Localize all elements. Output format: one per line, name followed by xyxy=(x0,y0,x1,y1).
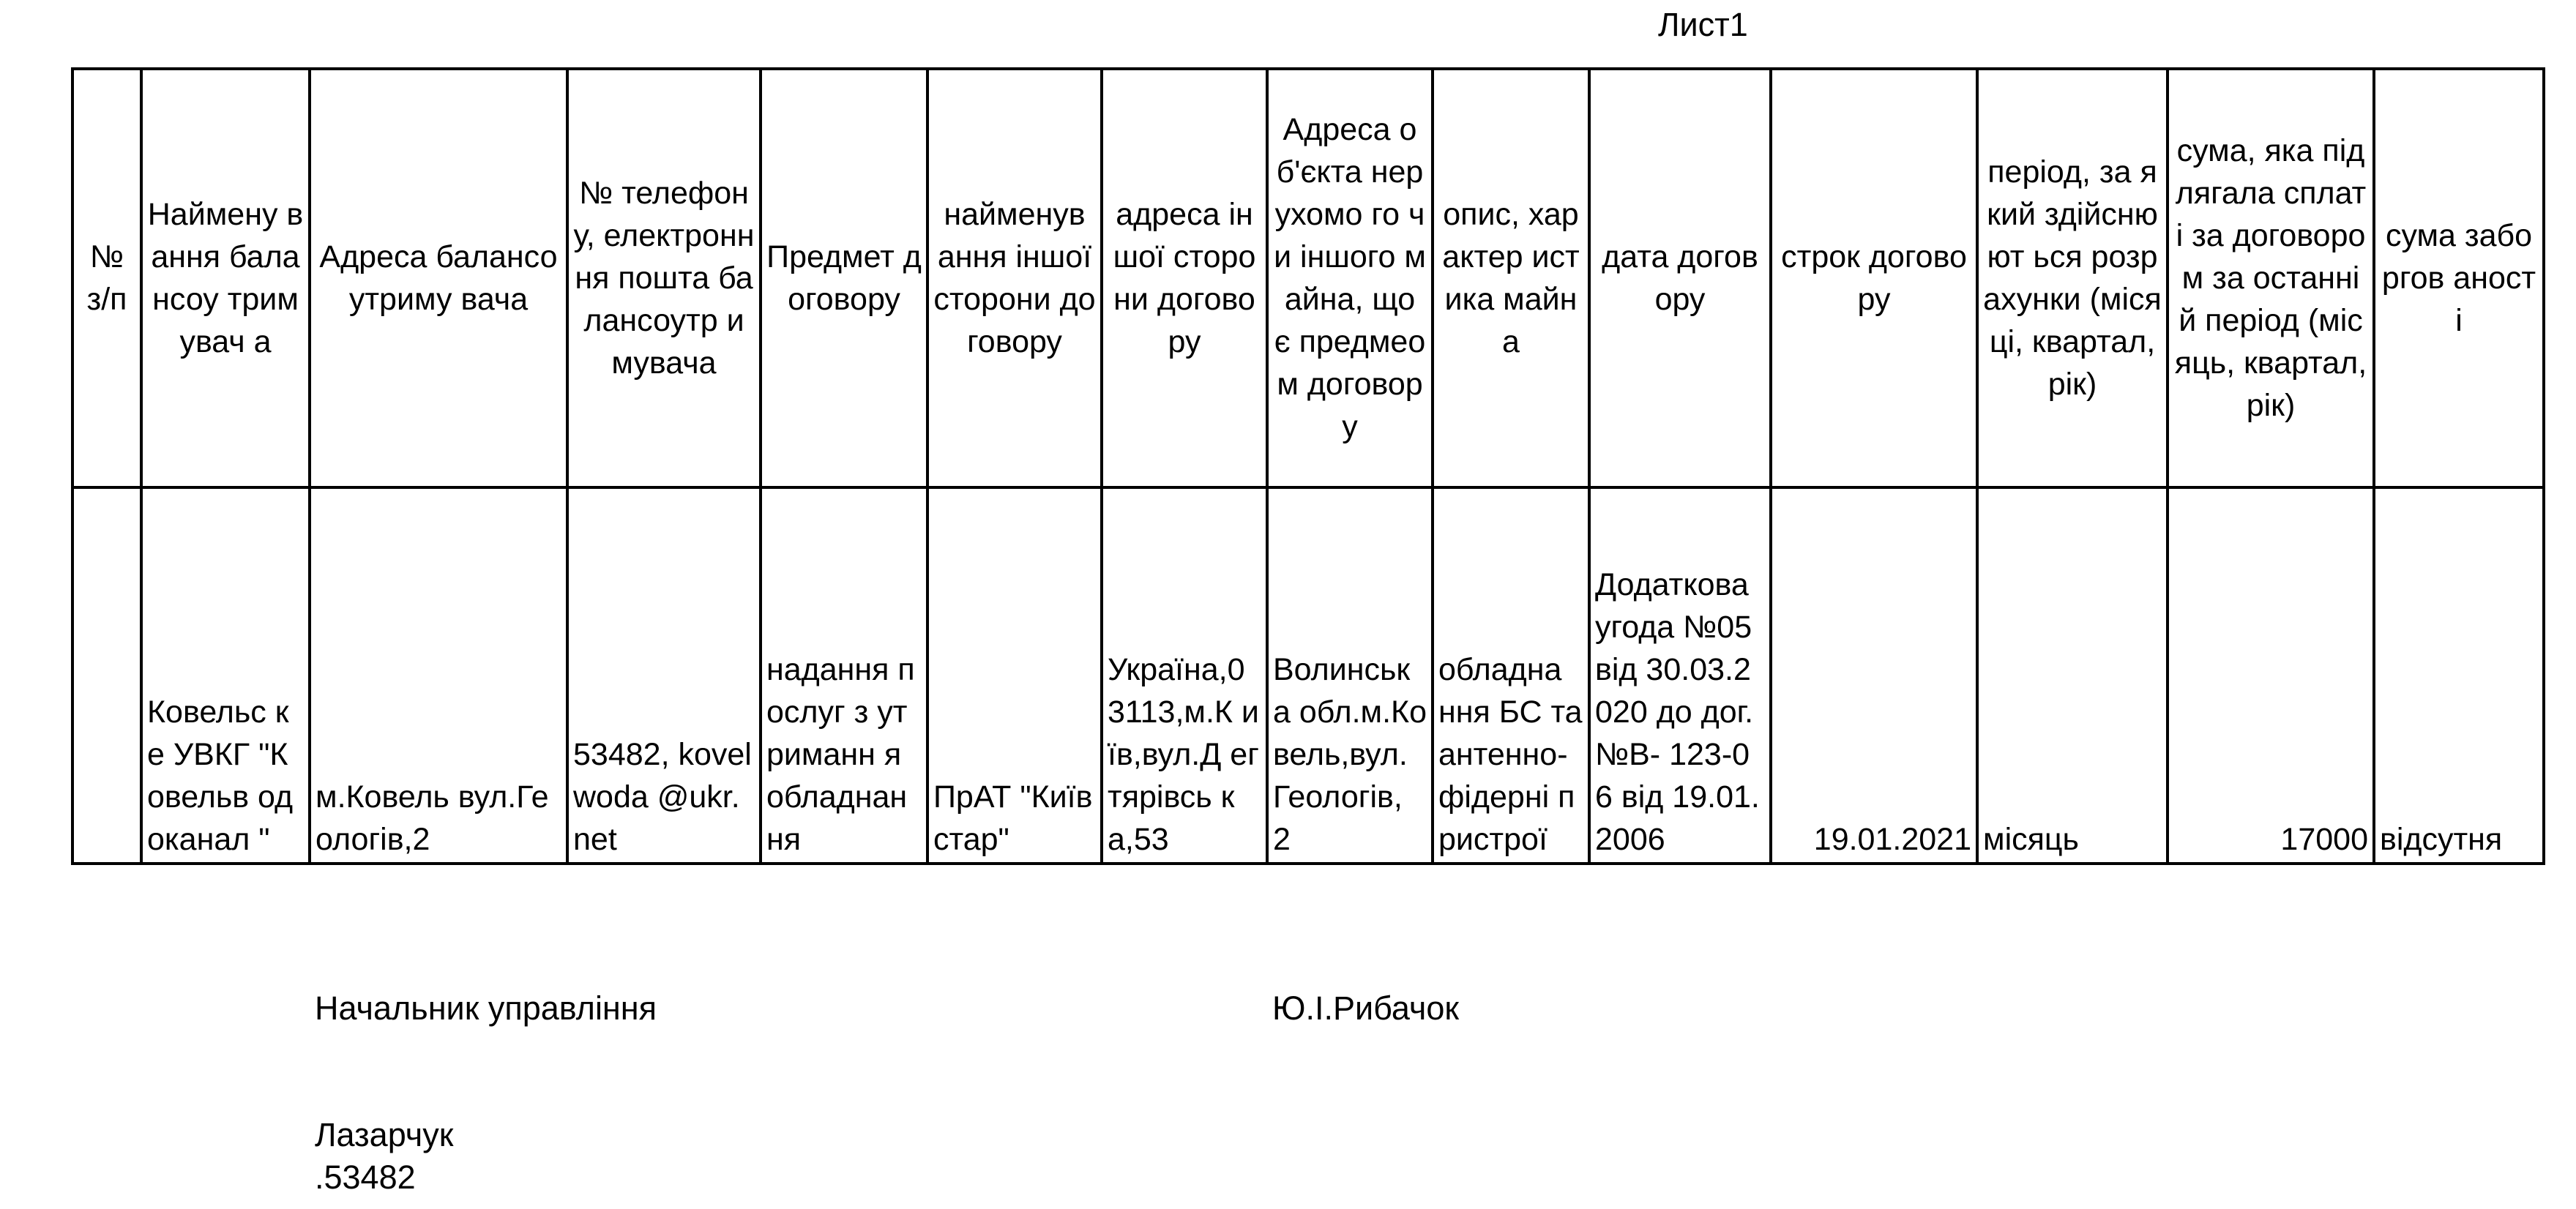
header-term: строк договору xyxy=(1771,69,1977,487)
header-party: найменув ання іншої сторони договору xyxy=(927,69,1102,487)
header-party-address: адреса іншої сторони договору xyxy=(1102,69,1267,487)
sheet-title: Лист1 xyxy=(1658,6,1748,43)
cell-num xyxy=(72,487,141,864)
header-debt: сума заборгов аності xyxy=(2374,69,2544,487)
table-row xyxy=(72,487,2544,864)
signature-name: Ю.І.Рибачок xyxy=(1272,989,1460,1027)
header-name: Наймену вання балансоу тримувач а xyxy=(141,69,310,487)
cell-contact: 53482, kovelwoda @ukr.net xyxy=(567,487,761,864)
header-period: період, за який здійснюют ься розрахунки (місяці, квартал, рік) xyxy=(1977,69,2168,487)
header-contact: № телефону, електронння пошта балансоутр имувача xyxy=(567,69,761,487)
header-contract-date: дата договору xyxy=(1589,69,1771,487)
header-address: Адреса балансоутриму вача xyxy=(310,69,567,487)
cell-object-address: Волинськ а обл.м.Ко вель,вул. Геологів, 2 xyxy=(1267,487,1433,864)
header-num: № з/п xyxy=(72,69,141,487)
contracts-table xyxy=(71,67,2545,865)
cell-debt: відсутня xyxy=(2374,487,2544,864)
cell-amount: 17000 xyxy=(2168,487,2374,864)
cell-subject: надання послуг з утриманн я обладнан ня xyxy=(761,487,927,864)
cell-property: обладна ння БС та антенно- фідерні пристрої xyxy=(1433,487,1589,864)
cell-period: місяць xyxy=(1977,487,2168,864)
cell-name: Ковельс ке УВКГ "Ковельв одоканал " xyxy=(141,487,310,864)
cell-party: ПрАТ "Київстар" xyxy=(927,487,1102,864)
cell-term: 19.01.2021 xyxy=(1771,487,1977,864)
signature-position: Начальник управління xyxy=(315,989,657,1027)
executor-phone: .53482 xyxy=(315,1159,416,1196)
header-object-address: Адреса об'єкта нерухомо го чи іншого майна, що є предмео м договору xyxy=(1267,69,1433,487)
header-subject: Предмет договору xyxy=(761,69,927,487)
header-amount: сума, яка підлягала сплаті за договором за останній період (місяць, квартал, рік) xyxy=(2168,69,2374,487)
cell-contract-date: Додаткова угода №05 від 30.03.2020 до дог.№В- 123-06 від 19.01.2006 xyxy=(1589,487,1771,864)
header-property: опис, характер истика майна xyxy=(1433,69,1589,487)
cell-party-address: Україна,0 3113,м.К иїв,вул.Д егтярівсь ка,53 xyxy=(1102,487,1267,864)
executor-name: Лазарчук xyxy=(315,1116,454,1153)
table-header-row xyxy=(72,69,2544,487)
cell-address: м.Ковель вул.Геологів,2 xyxy=(310,487,567,864)
